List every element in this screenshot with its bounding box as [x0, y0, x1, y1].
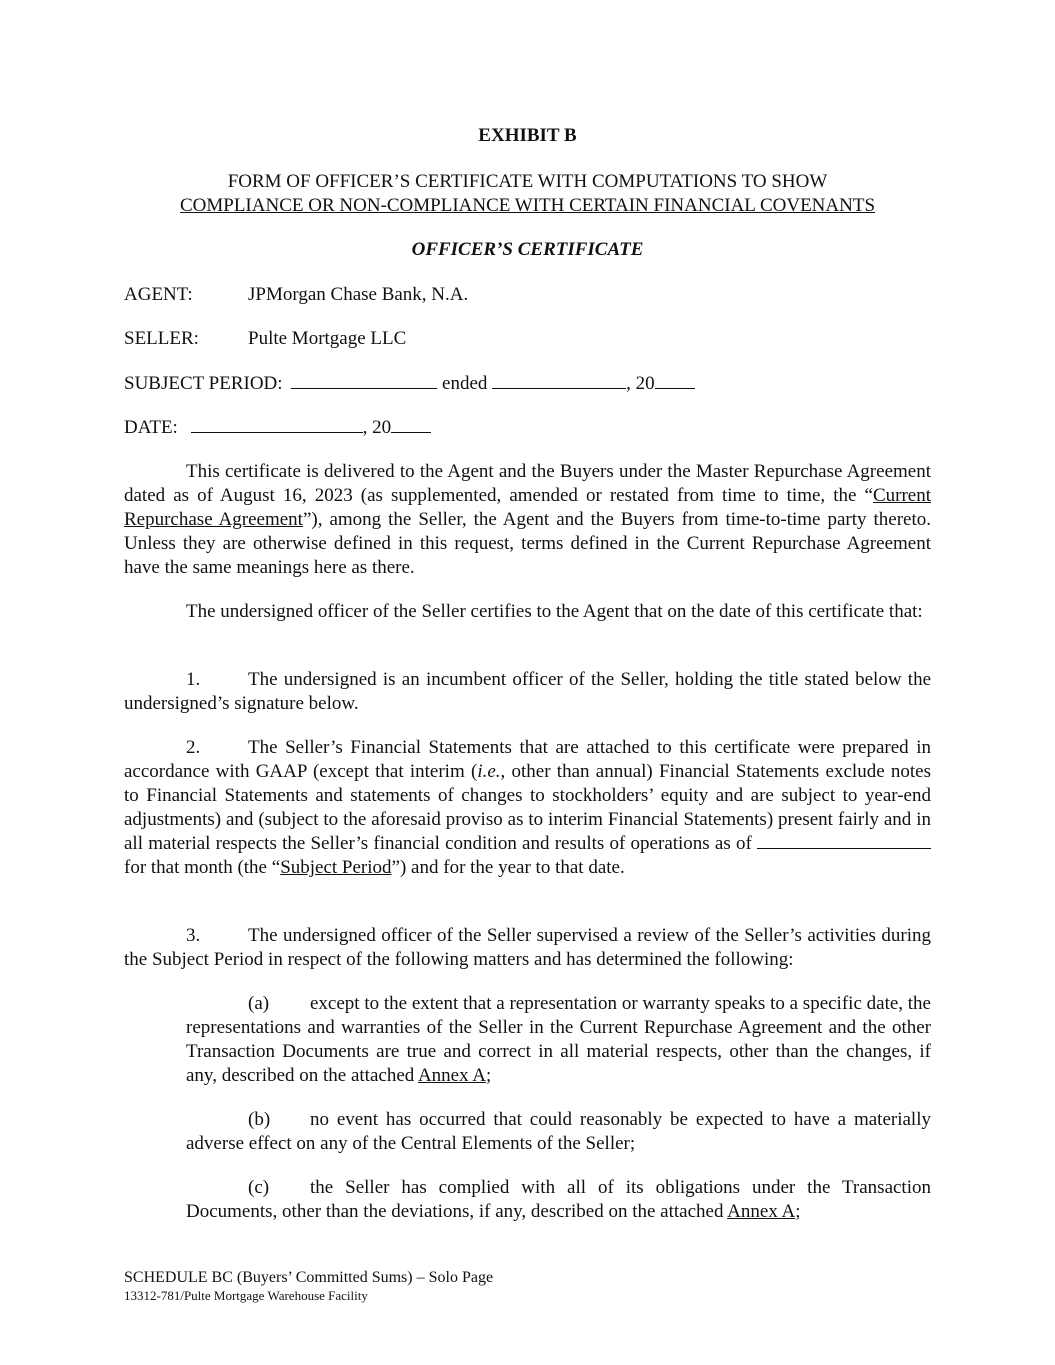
seller-field	[124, 327, 406, 351]
item-2	[124, 736, 931, 880]
item-2-text-a: The Seller’s Financial Statements that are attached to this certificate were prepared in accordance with GAAP (except that interim (	[124, 737, 931, 782]
item-3-text: The undersigned officer of the Seller supervised a review of the Seller’s activities during the Subject Period in respect of the following matters and has determined the following:	[124, 925, 931, 970]
sub-item-a-text: except to the extent that a representation or warranty speaks to a specific date, the representations and warranties of the Seller in the Current Repurchase Agreement and the other Transaction Documents are true and correct in all material respects, other than the changes, if any, described on the attached	[186, 993, 931, 1086]
paragraph-certifies	[124, 600, 931, 624]
date-field	[124, 416, 431, 440]
date-blank[interactable]	[191, 416, 363, 433]
item-3	[124, 924, 931, 972]
sub-item-c-text: the Seller has complied with all of its obligations under the Transaction Documents, other than the deviations, if any, described on the attached	[186, 1177, 931, 1222]
exhibit-heading: EXHIBIT B	[478, 125, 577, 146]
date-year-blank[interactable]	[391, 416, 431, 433]
form-title-line-2: COMPLIANCE OR NON-COMPLIANCE WITH CERTAIN FINANCIAL COVENANTS	[179, 195, 876, 216]
item-1-text: The undersigned is an incumbent officer of the Seller, holding the title stated below the undersigned’s signature below.	[124, 669, 931, 714]
footer-document-id: 13312-781/Pulte Mortgage Warehouse Facility	[124, 1288, 368, 1303]
sub-item-b-label: (b)	[248, 1109, 271, 1130]
semicolon: ;	[795, 1201, 801, 1222]
subject-period-end-blank[interactable]	[492, 372, 626, 389]
subject-period-year-blank[interactable]	[655, 372, 695, 389]
seller-label: SELLER:	[124, 328, 199, 349]
sub-item-b-text: no event has occurred that could reasonably be expected to have a materially adverse effect on any of the Central Elements of the Seller;	[186, 1109, 931, 1154]
agent-field	[124, 283, 468, 307]
date-label: DATE:	[124, 417, 178, 438]
date-year-prefix: , 20	[362, 417, 392, 438]
sub-item-a-label: (a)	[248, 993, 270, 1014]
sub-item-c-label: (c)	[248, 1177, 270, 1198]
form-title-line-1: FORM OF OFFICER’S CERTIFICATE WITH COMPUTATIONS TO SHOW	[227, 171, 828, 192]
subject-period-field	[124, 372, 695, 396]
certificate-title: OFFICER’S CERTIFICATE	[411, 239, 644, 260]
item-2-text-b: , other than annual) Financial Statements exclude notes to Financial Statements and statements of changes to stockholders’ equity and are subject to year-end adjustments) and (subject to the aforesaid proviso as to interim Financial Statements) present fairly and in all material respects the Seller’s financial condition and results of operations as of	[124, 761, 931, 854]
item-2-text-c: for that month (the “	[124, 857, 281, 878]
subject-period-year-prefix: , 20	[626, 373, 655, 394]
ended-text: ended	[442, 373, 488, 394]
sub-item-b	[186, 1108, 931, 1156]
item-1	[124, 668, 931, 716]
paragraph-intro-text-b: ”), among the Seller, the Agent and the Buyers from time-to-time party thereto. Unless they are otherwise defined in this request, terms defined in the Current Repurchase Agreement have the same meanings here as there.	[124, 509, 931, 578]
annex-a-reference: Annex A	[727, 1201, 796, 1222]
agent-label: AGENT:	[124, 284, 193, 305]
subject-period-start-blank[interactable]	[291, 372, 437, 389]
paragraph-intro	[124, 460, 931, 580]
seller-value: Pulte Mortgage LLC	[248, 328, 407, 349]
item-2-text-d: ”) and for the year to that date.	[391, 857, 625, 878]
sub-item-c	[186, 1176, 931, 1224]
current-repurchase-agreement-term: Current Repurchase Agreement	[124, 485, 931, 530]
semicolon: ;	[486, 1065, 492, 1086]
item-1-number: 1.	[186, 669, 201, 690]
subject-period-label: SUBJECT PERIOD:	[124, 373, 283, 394]
paragraph-certifies-text: The undersigned officer of the Seller certifies to the Agent that on the date of this certificate that:	[186, 601, 923, 622]
as-of-date-blank[interactable]	[757, 832, 931, 849]
agent-value: JPMorgan Chase Bank, N.A.	[248, 284, 469, 305]
paragraph-intro-text-a: This certificate is delivered to the Agent and the Buyers under the Master Repurchase Agreement dated as of August 16, 2023 (as supplemented, amended or restated from time to time, the “	[124, 461, 931, 506]
item-3-number: 3.	[186, 925, 201, 946]
footer-schedule-line: SCHEDULE BC (Buyers’ Committed Sums) – Solo Page	[124, 1269, 494, 1286]
item-2-number: 2.	[186, 737, 201, 758]
annex-a-reference: Annex A	[417, 1065, 487, 1086]
subject-period-term: Subject Period	[280, 857, 392, 878]
sub-item-a	[186, 992, 931, 1088]
item-2-ie: i.e.	[477, 761, 501, 782]
